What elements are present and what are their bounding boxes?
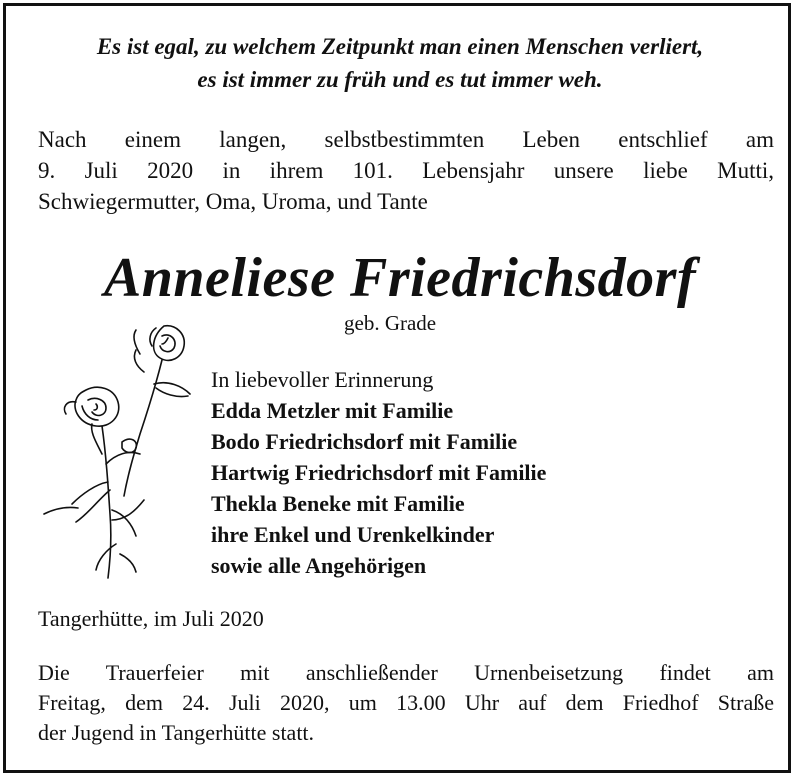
mourner-entry: Edda Metzler mit Familie bbox=[211, 398, 454, 423]
rose-flower-icon bbox=[36, 314, 201, 584]
funeral-line: der Jugend in Tangerhütte statt. bbox=[38, 720, 315, 745]
mourners-list bbox=[211, 364, 546, 581]
funeral-line: Die Trauerfeier mit anschließender Urnenbeisetzung findet am bbox=[38, 660, 774, 685]
intro-line: Schwiegermutter, Oma, Uroma, und Tante bbox=[38, 189, 428, 214]
birth-name: geb. Grade bbox=[344, 311, 437, 335]
place-date: Tangerhütte, im Juli 2020 bbox=[38, 606, 264, 631]
motto-line: es ist immer zu früh und es tut immer weh. bbox=[197, 67, 603, 92]
intro-text bbox=[38, 124, 774, 217]
deceased-name: Anneliese Friedrichsdorf bbox=[103, 247, 697, 309]
intro-line: Nach einem langen, selbstbestimmten Leben entschlief am bbox=[38, 127, 774, 152]
mourner-entry: Hartwig Friedrichsdorf mit Familie bbox=[211, 460, 547, 485]
mourners-intro: In liebevoller Erinnerung bbox=[211, 367, 434, 392]
motto bbox=[6, 30, 794, 96]
intro-line: 9. Juli 2020 in ihrem 101. Lebensjahr unsere liebe Mutti, bbox=[38, 158, 774, 183]
mourner-entry: ihre Enkel und Urenkelkinder bbox=[211, 522, 495, 547]
mourner-entry: Bodo Friedrichsdorf mit Familie bbox=[211, 429, 518, 454]
funeral-line: Freitag, dem 24. Juli 2020, um 13.00 Uhr auf dem Friedhof Straße bbox=[38, 690, 774, 715]
mourner-entry: sowie alle Angehörigen bbox=[211, 553, 427, 578]
obituary-frame bbox=[3, 3, 791, 773]
funeral-info bbox=[38, 658, 774, 748]
mourner-entry: Thekla Beneke mit Familie bbox=[211, 491, 465, 516]
motto-line: Es ist egal, zu welchem Zeitpunkt man einen Menschen verliert, bbox=[96, 34, 704, 59]
